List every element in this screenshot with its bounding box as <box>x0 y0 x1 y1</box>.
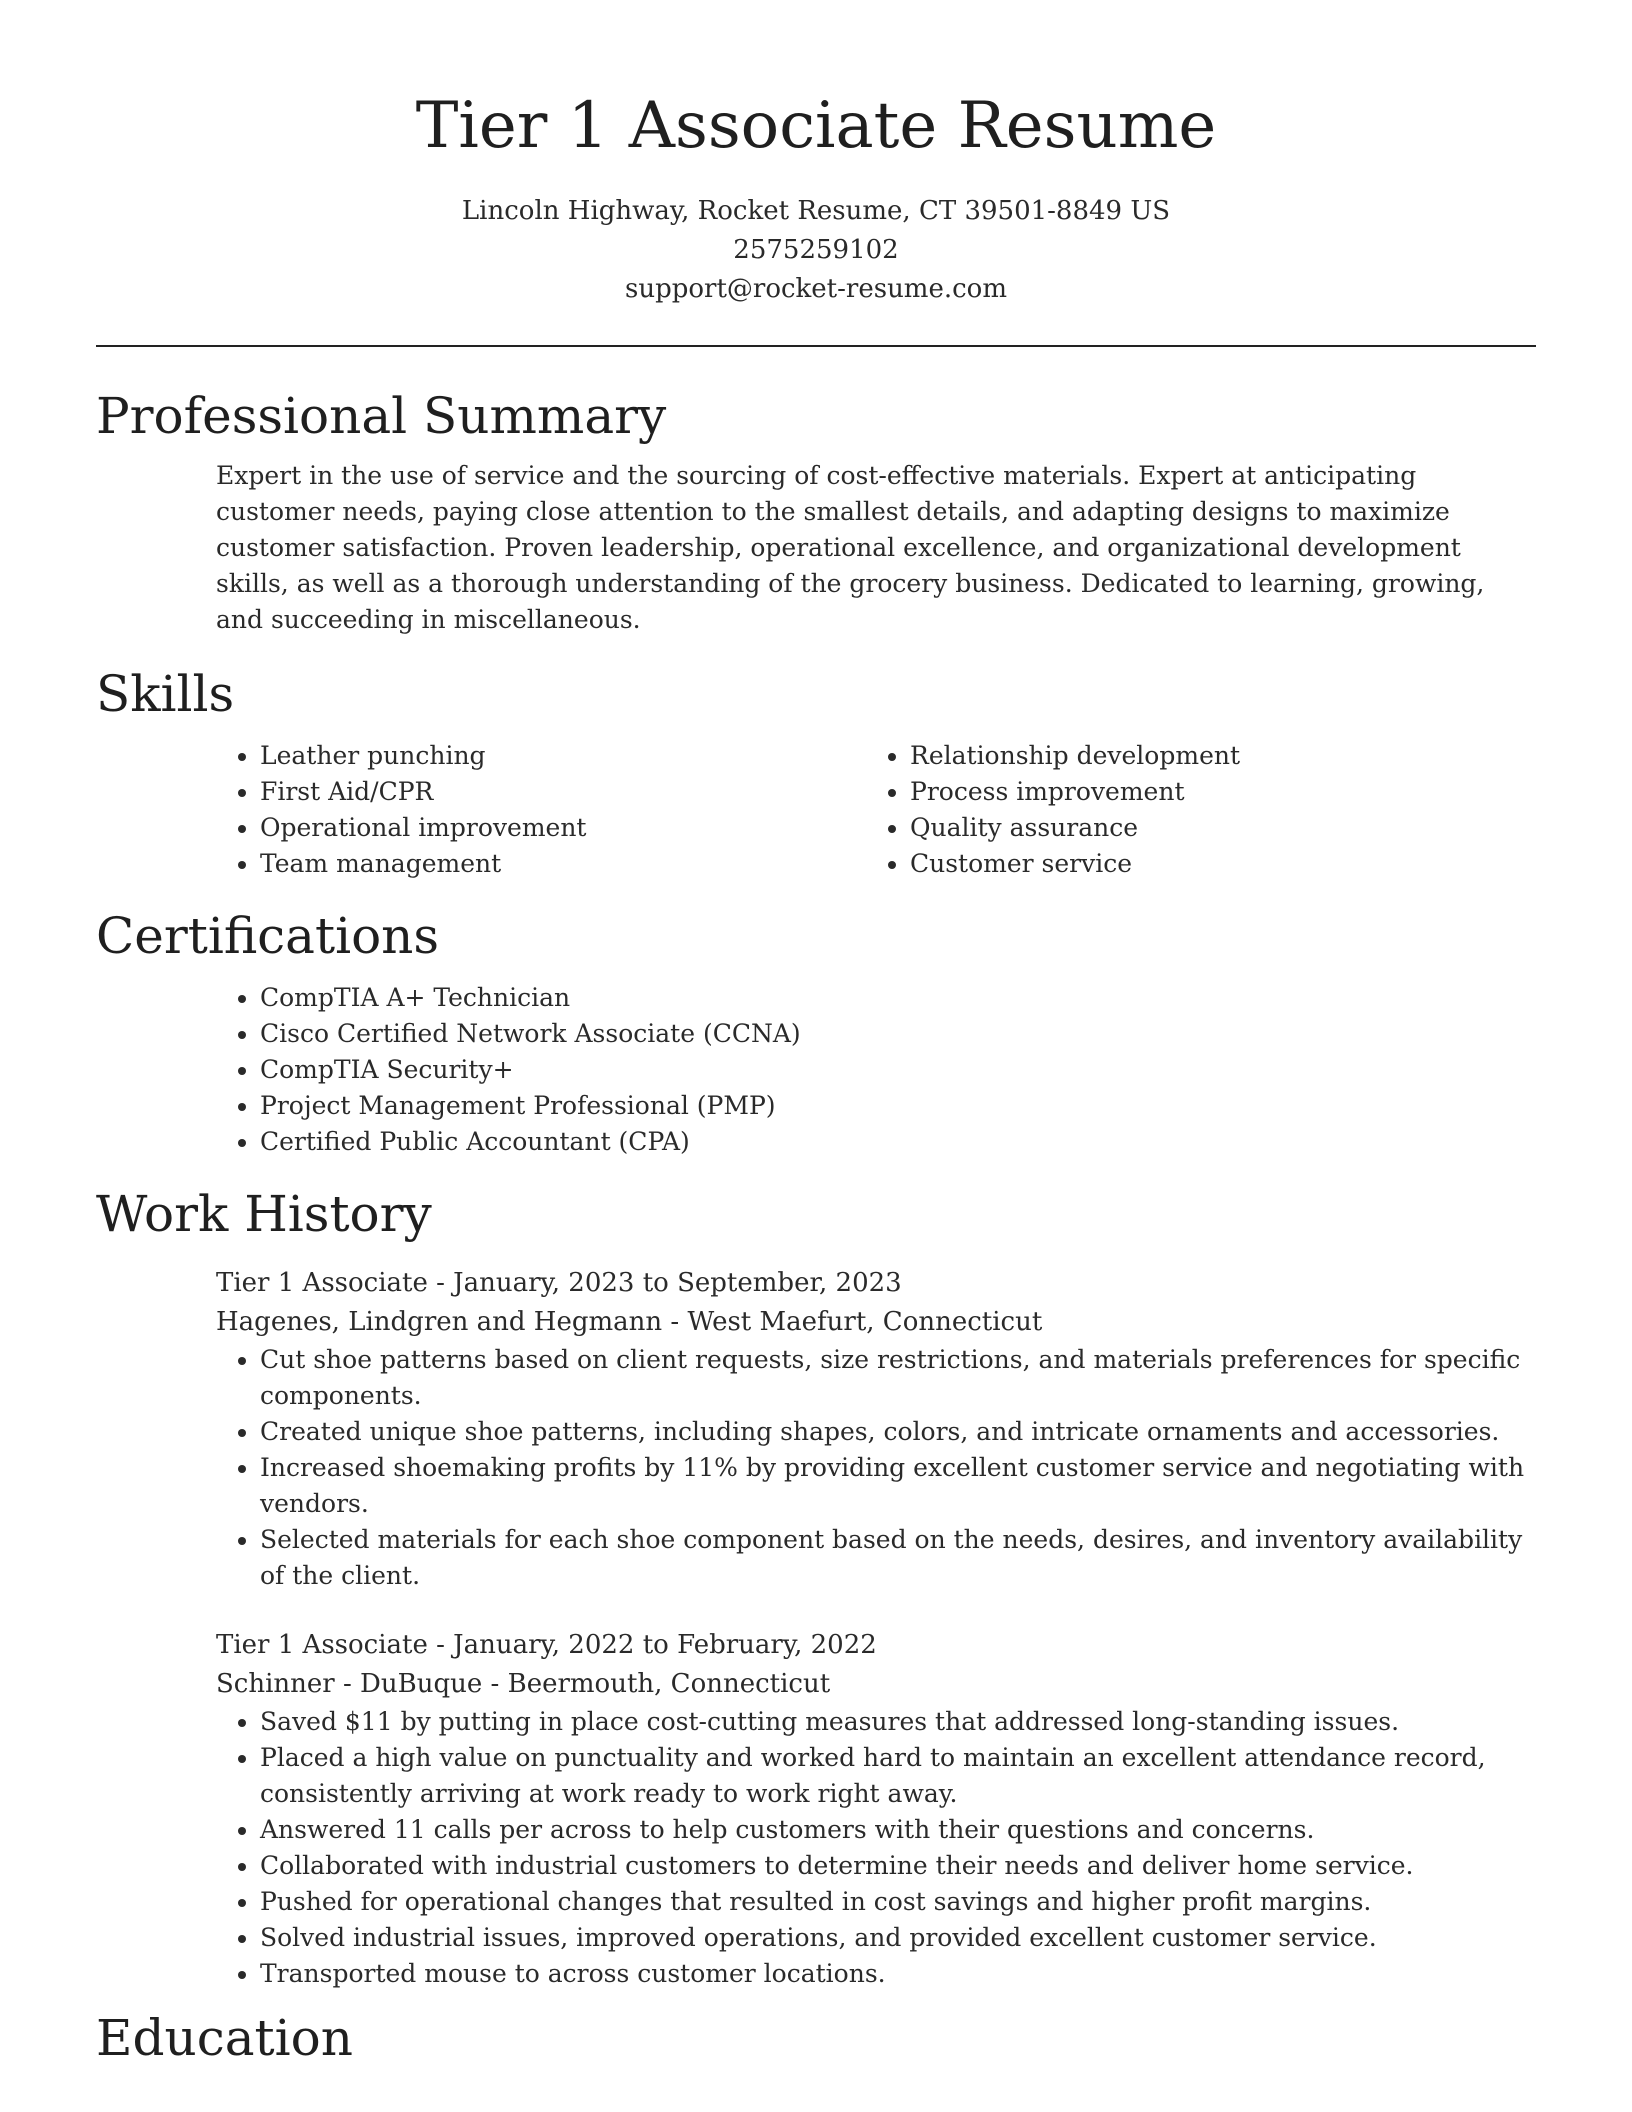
skills-column-right <box>866 738 1516 882</box>
certifications-list-wrapper <box>216 980 1536 1160</box>
contact-phone: 2575259102 <box>733 235 899 265</box>
job-bullet: • Increased shoemaking profits by 11% by providing excellent customer service and negotiating with vendors. <box>260 1450 1536 1522</box>
skill-item: • Relationship development <box>910 738 1516 774</box>
certification-item: • Cisco Certified Network Associate (CCNA) <box>260 1016 1536 1052</box>
job-company-line: Schinner - DuBuque - Beermouth, Connecticut <box>216 1669 831 1699</box>
certifications-list <box>216 980 1536 1160</box>
resume-title: Tier 1 Associate Resume <box>415 89 1217 163</box>
job-bullets <box>216 1342 1536 1594</box>
skill-item: • Customer service <box>910 846 1516 882</box>
job-title-line: Tier 1 Associate - January, 2022 to February, 2022 <box>216 1630 877 1660</box>
work-history-heading: Work History <box>96 1185 432 1243</box>
job-bullet: • Answered 11 calls per across to help customers with their questions and concerns. <box>260 1812 1536 1848</box>
header-divider <box>96 345 1536 347</box>
job-title-line: Tier 1 Associate - January, 2023 to September, 2023 <box>216 1268 902 1298</box>
job-bullet: • Collaborated with industrial customers to determine their needs and deliver home service. <box>260 1848 1536 1884</box>
skills-grid <box>216 738 1536 882</box>
job-bullet: • Saved $11 by putting in place cost-cutting measures that addressed long-standing issues. <box>260 1704 1536 1740</box>
certification-item: • Certified Public Accountant (CPA) <box>260 1124 1536 1160</box>
job-bullet: • Selected materials for each shoe component based on the needs, desires, and inventory availability of the client. <box>260 1522 1536 1594</box>
job-bullet: • Transported mouse to across customer locations. <box>260 1956 1536 1992</box>
certifications-heading: Certifications <box>96 907 440 965</box>
skills-list-right <box>866 738 1516 882</box>
skills-column-left <box>216 738 866 882</box>
skill-item: • Team management <box>260 846 866 882</box>
job-bullet: • Solved industrial issues, improved operations, and provided excellent customer service. <box>260 1920 1536 1956</box>
job-bullet: • Placed a high value on punctuality and worked hard to maintain an excellent attendance record, consistently arriving at work ready to work right away. <box>260 1740 1536 1812</box>
job-bullet: • Cut shoe patterns based on client requests, size restrictions, and materials preferences for specific components. <box>260 1342 1536 1414</box>
job-entry <box>216 1626 1536 1992</box>
job-company-line: Hagenes, Lindgren and Hegmann - West Maefurt, Connecticut <box>216 1307 1043 1337</box>
skills-list-left <box>216 738 866 882</box>
certification-item: • Project Management Professional (PMP) <box>260 1088 1536 1124</box>
summary-text: Expert in the use of service and the sourcing of cost-effective materials. Expert at anticipating customer needs, paying close attention to the smallest details, and adapting designs to maximize customer satisfaction. Proven leadership, operational excellence, and organizational development skills, as well as a thorough understanding of the grocery business. Dedicated to learning, growing, and succeeding in miscellaneous. <box>216 461 1485 634</box>
contact-email: support@rocket-resume.com <box>624 274 1007 304</box>
contact-address: Lincoln Highway, Rocket Resume, CT 39501-8849 US <box>461 196 1171 226</box>
contact-info <box>96 192 1536 309</box>
summary-heading: Professional Summary <box>96 387 667 445</box>
job-bullets <box>216 1704 1536 1992</box>
job-bullet: • Pushed for operational changes that resulted in cost savings and higher profit margins. <box>260 1884 1536 1920</box>
job-bullet: • Created unique shoe patterns, including shapes, colors, and intricate ornaments and accessories. <box>260 1414 1536 1450</box>
certification-item: • CompTIA A+ Technician <box>260 980 1536 1016</box>
skills-heading: Skills <box>96 665 235 723</box>
skill-item: • Process improvement <box>910 774 1516 810</box>
education-heading: Education <box>96 2009 353 2067</box>
skill-item: • Operational improvement <box>260 810 866 846</box>
skill-item: • Quality assurance <box>910 810 1516 846</box>
skill-item: • Leather punching <box>260 738 866 774</box>
skill-item: • First Aid/CPR <box>260 774 866 810</box>
resume-page <box>96 0 1536 2070</box>
certification-item: • CompTIA Security+ <box>260 1052 1536 1088</box>
job-entry <box>216 1264 1536 1594</box>
